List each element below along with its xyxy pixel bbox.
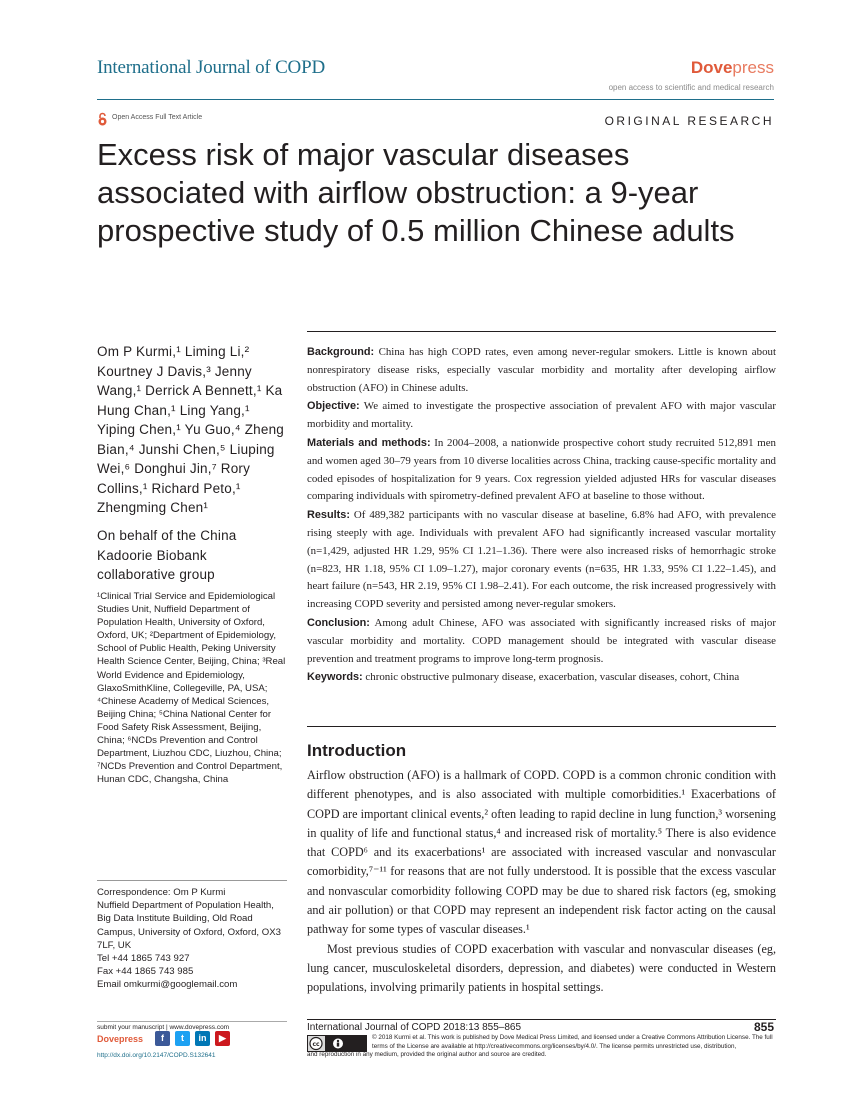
correspondence-fax: Fax +44 1865 743 985: [97, 966, 194, 978]
header-divider: [97, 99, 774, 100]
conclusion-text: Among adult Chinese, AFO was associated with significantly increased risks of major vascular morbidity and mortality. COPD management should be integrated with vascular disease prevention and treatment programs to improve long-term prognosis.: [307, 616, 776, 665]
social-links: [155, 1031, 230, 1046]
introduction-paragraph-2: Most previous studies of COPD exacerbation with vascular and nonvascular diseases (eg, lung cancer, musculoskeletal disorders, depression, and diabetes) were conducted in Western populations, involving primarily patients in hospital settings.: [307, 941, 776, 995]
facebook-icon[interactable]: f: [155, 1031, 170, 1046]
background-label: Background:: [307, 346, 375, 358]
twitter-icon[interactable]: t: [175, 1031, 190, 1046]
publisher-logo-suffix: press: [732, 58, 774, 77]
abstract-background: [307, 344, 776, 397]
citation: International Journal of COPD 2018:13 855–865: [307, 1022, 522, 1033]
footer-divider: [307, 1019, 776, 1020]
page-number: 855: [753, 1020, 774, 1034]
article-type: ORIGINAL RESEARCH: [604, 114, 774, 128]
article-title: Excess risk of major vascular diseases associated with airflow obstruction: a 9-year prospective study of 0.5 million Chinese adults: [97, 137, 735, 248]
footer-left-divider: [97, 1021, 287, 1022]
introduction-paragraph-1: Airflow obstruction (AFO) is a hallmark of COPD. COPD is a common chronic condition with different phenotypes, and is also associated with multiple comorbidities.¹ Exacerbations of COPD are important clinical events,² often leading to rapid decline in lung function,³ worsening in quality of life and functional status,⁴ and increased risk of mortality.⁵ There is also evidence that COPD⁶ and its exacerbations¹ are associated with increased vascular and nonvascular comorbidity,⁷⁻¹¹ for reasons that are not fully understood. It is possible that the excess vascular and nonvascular comorbidity following COPD may be due to shared risk factors (eg, smoking and air pollution) or that COPD may represent an independent risk factor acting on the causal pathway for some types of vascular diseases.¹: [307, 768, 776, 937]
open-access-lock-icon: [97, 112, 108, 126]
background-text: China has high COPD rates, even among never-regular smokers. Little is known about nonrespiratory disease risks, especially vascular morbidity and mortality after developing airflow obstruction (AFO) in Chinese adults.: [307, 346, 776, 394]
abstract-results: [307, 507, 776, 614]
abstract: [307, 344, 776, 688]
introduction-body: [307, 766, 776, 998]
correspondence-divider: [97, 880, 287, 881]
abstract-conclusion: [307, 615, 776, 668]
correspondence: [97, 886, 287, 992]
open-access-label: Open Access Full Text Article: [112, 114, 203, 121]
author-list: Om P Kurmi,¹ Liming Li,² Kourtney J Davis,³ Jenny Wang,¹ Derrick A Bennett,¹ Ka Hung Chan,¹ Ling Yang,¹ Yiping Chen,¹ Yu Guo,⁴ Zheng Bian,⁴ Junshi Chen,⁵ Liuping Wei,⁶ Donghui Jin,⁷ Rory Collins,¹ Richard Peto,¹ Zhengming Chen¹: [97, 344, 285, 515]
conclusion-label: Conclusion:: [307, 616, 370, 629]
journal-title[interactable]: International Journal of COPD: [97, 57, 325, 78]
objective-text: We aimed to investigate the prospective association of prevalent AFO with major vascular morbidity and mortality.: [307, 400, 776, 431]
abstract-objective: [307, 398, 776, 434]
svg-text:cc: cc: [312, 1041, 320, 1048]
linkedin-icon[interactable]: in: [195, 1031, 210, 1046]
abstract-top-rule: [307, 331, 776, 332]
correspondence-email[interactable]: Email omkurmi@googlemail.com: [97, 979, 238, 991]
methods-label: Materials and methods:: [307, 436, 431, 449]
publisher-tagline: open access to scientific and medical research: [608, 83, 774, 92]
keywords-label: Keywords:: [307, 671, 363, 684]
correspondence-label: Correspondence: Om P Kurmi: [97, 887, 226, 898]
footer-publisher-logo[interactable]: Dovepress: [97, 1034, 144, 1044]
publisher-logo[interactable]: [691, 58, 774, 78]
publisher-logo-main: Dove: [690, 58, 733, 77]
correspondence-address: Nuffield Department of Population Health, Big Data Institute Building, Old Road Campus, University of Oxford, Oxford, OX3 7LF, UK: [97, 900, 281, 951]
creative-commons-badge-icon[interactable]: [307, 1035, 367, 1052]
methods-text: In 2004–2008, a nationwide prospective cohort study recruited 512,891 men and women aged 30–79 years from 10 diverse localities across China, tracking cause-specific mortality and coded episodes of hospitalization for 9 years. Cox regression yielded adjusted HRs for vascular diseases comparing individuals with spirometry-defined prevalent AFO at baseline to those without.: [307, 436, 776, 503]
objective-label: Objective:: [307, 400, 360, 413]
introduction-heading: Introduction: [307, 741, 407, 760]
youtube-icon[interactable]: ▶: [215, 1031, 230, 1046]
submit-manuscript-link[interactable]: submit your manuscript | www.dovepress.com: [97, 1024, 230, 1031]
results-label: Results:: [307, 509, 350, 522]
correspondence-tel: Tel +44 1865 743 927: [97, 953, 190, 965]
license-text-continued: and reproduction in any medium, provided the original author and source are credited.: [307, 1051, 547, 1058]
keywords-text: chronic obstructive pulmonary disease, exacerbation, vascular diseases, cohort, China: [365, 671, 740, 684]
abstract-keywords: [307, 669, 776, 687]
doi-link[interactable]: http://dx.doi.org/10.2147/COPD.S132641: [97, 1052, 216, 1059]
license-text: © 2018 Kurmi et al. This work is published by Dove Medical Press Limited, and licensed under a Creative Commons Attribution License. The full terms of the License are available at http://creativecommons.org/licenses/by/4.0/. The license permits unrestricted use, distribution,: [372, 1034, 773, 1050]
results-text: Of 489,382 participants with no vascular disease at baseline, 6.8% had AFO, with prevalence rising steeply with age. Individuals with prevalent AFO had significantly increased vascular mortality (n=1,429, adjusted HR 1.29, 95% CI 1.21–1.36). There were also increased risks of hemorrhagic stroke (n=823, HR 1.18, 95% CI 1.09–1.27), major coronary events (n=635, HR 1.33, 95% CI 1.22–1.45), and heart failure (n=543, HR 2.19, 95% CI 1.98–2.41). For each outcome, the risk increased progressively with increasing COPD severity and persisted among never-regular smokers.: [307, 509, 776, 611]
affiliations: ¹Clinical Trial Service and Epidemiological Studies Unit, Nuffield Department of Population Health, University of Oxford, Oxford, UK; ²Department of Epidemiology, School of Public Health, Peking University Health Science Center, Beijing, China; ³Real World Evidence and Epidemiology, GlaxoSmithKline, Collegeville, PA, USA; ⁴Chinese Academy of Medical Sciences, Beijing China; ⁵China National Center for Food Safety Risk Assessment, Beijing, China; ⁶NCDs Prevention and Control Department, Liuzhou CDC, Liuzhou, China; ⁷NCDs Prevention and Control Department, Hunan CDC, Changsha, China: [97, 591, 286, 786]
abstract-methods: [307, 435, 776, 506]
collaborative-group: On behalf of the China Kadoorie Biobank collaborative group: [97, 528, 237, 582]
abstract-bottom-rule: [307, 726, 776, 727]
